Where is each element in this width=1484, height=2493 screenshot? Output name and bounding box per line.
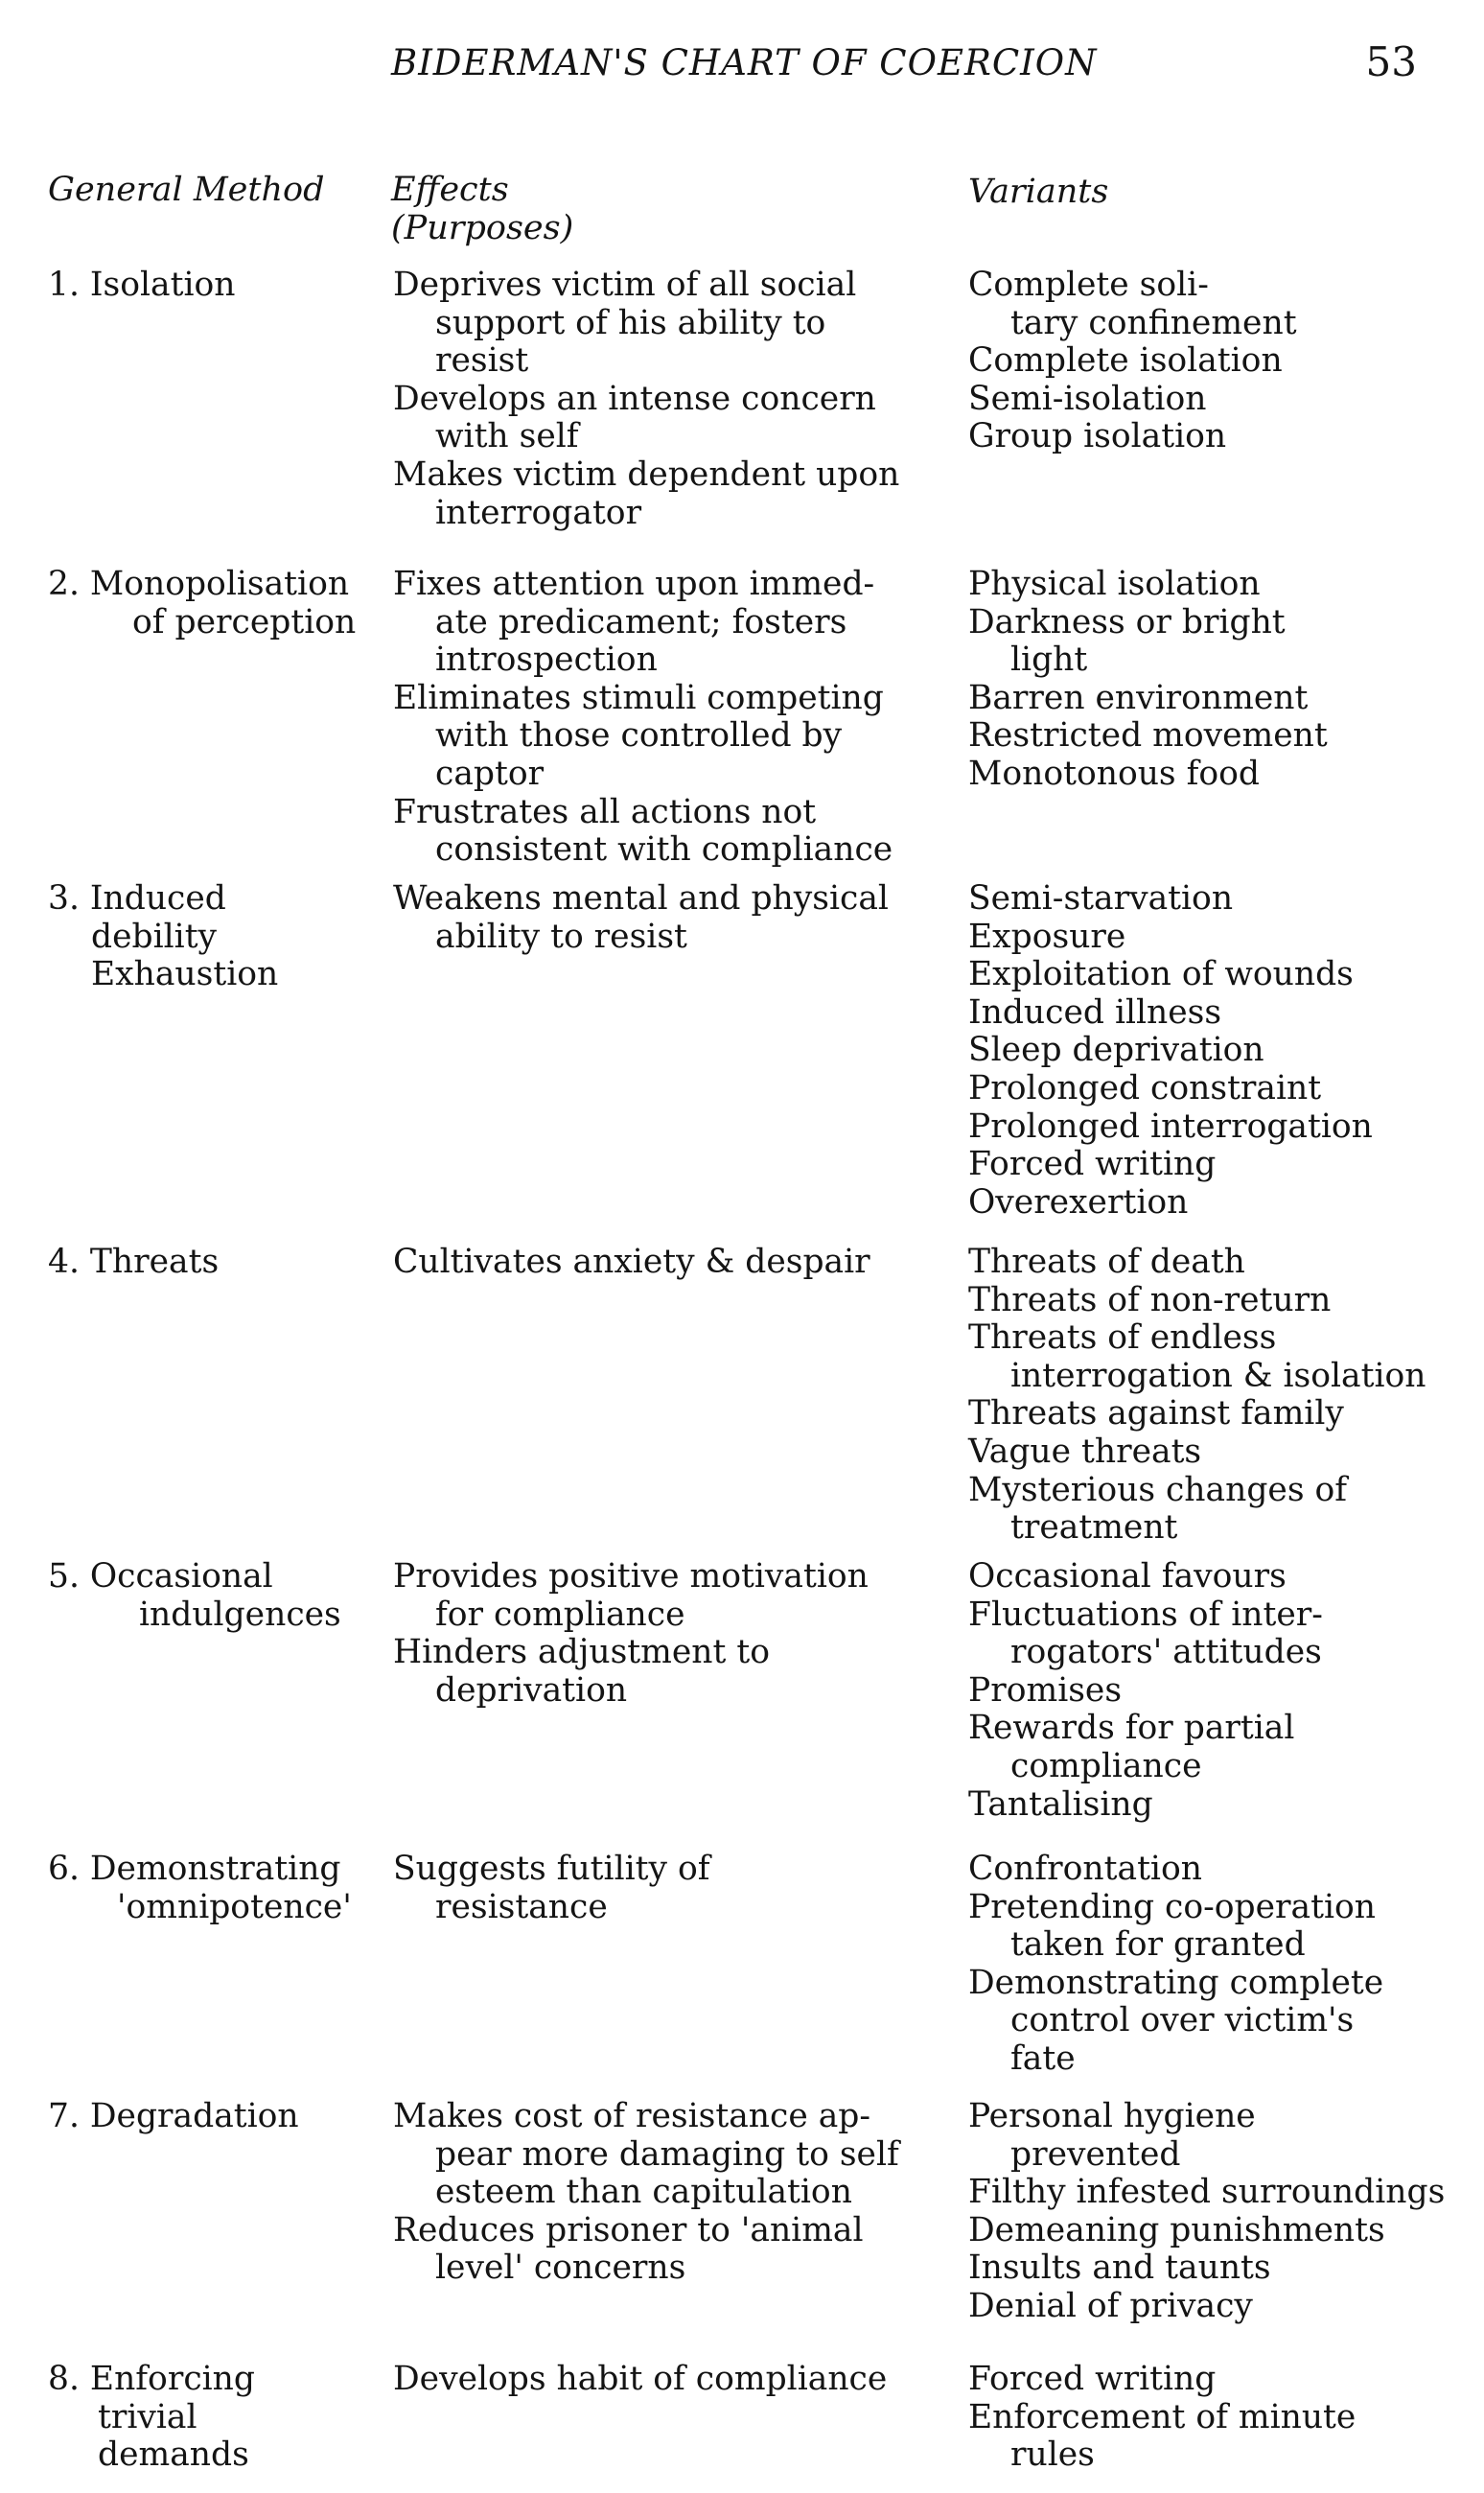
variant-line: Demeaning punishments <box>968 2210 1385 2249</box>
page-number: 53 <box>1365 38 1417 85</box>
effects-line: level' concerns <box>435 2248 686 2288</box>
variant-line: Darkness or bright <box>968 602 1286 641</box>
method-line: trivial <box>98 2397 197 2436</box>
variant-line: Overexertion <box>968 1182 1189 1222</box>
effects-line: resistance <box>435 1887 608 1926</box>
variant-line: Demonstrating complete <box>968 1963 1384 2002</box>
variants-cell <box>968 2361 1356 2475</box>
variant-line: Induced illness <box>968 992 1222 1032</box>
variant-line: Semi-isolation <box>968 379 1207 418</box>
variant-line: Enforcement of minute <box>968 2397 1356 2436</box>
page-header <box>0 38 1484 96</box>
variant-line: taken for granted <box>1010 1925 1306 1965</box>
variant-line: Monotonous food <box>968 754 1260 793</box>
variant-line: Confrontation <box>968 1850 1202 1888</box>
variants-cell <box>968 566 1328 794</box>
effects-line: Develops an intense concern <box>393 379 876 418</box>
method-line: indulgences <box>139 1595 341 1634</box>
variants-cell <box>968 1244 1426 1548</box>
variant-line: Complete soli- <box>968 266 1209 304</box>
effects-line: for compliance <box>435 1595 685 1634</box>
method-line: 2. Monopolisation <box>48 565 350 603</box>
variant-line: Exposure <box>968 917 1126 956</box>
effects-cell <box>393 1244 870 1282</box>
column-header-effects <box>391 171 573 247</box>
variant-line: Barren environment <box>968 678 1309 717</box>
variant-line: Semi-starvation <box>968 879 1234 918</box>
effects-line: Makes cost of resistance ap- <box>393 2097 871 2135</box>
method-cell <box>48 1851 352 1926</box>
method-line: of perception <box>132 602 357 641</box>
effects-cell <box>393 2361 887 2399</box>
variant-line: Threats of death <box>968 1243 1245 1281</box>
method-line: debility <box>91 917 218 956</box>
variant-line: Pretending co-operation <box>968 1887 1376 1926</box>
variant-line: Vague threats <box>968 1432 1202 1471</box>
variant-line: tary confinement <box>1010 303 1297 342</box>
column-header-effects-line1: Effects <box>391 171 509 209</box>
method-line: 5. Occasional <box>48 1557 273 1596</box>
variant-line: Restricted movement <box>968 716 1328 756</box>
method-line: 6. Demonstrating <box>48 1850 341 1888</box>
variant-line: Complete isolation <box>968 341 1283 381</box>
effects-line: support of his ability to <box>435 303 826 342</box>
variant-line: Forced writing <box>968 1145 1217 1184</box>
effects-line: Weakens mental and physical <box>393 879 889 918</box>
variant-line: Fluctuations of inter- <box>968 1595 1323 1634</box>
method-cell <box>48 267 235 305</box>
variant-line: Personal hygiene <box>968 2097 1256 2135</box>
method-cell <box>48 2098 299 2136</box>
method-line: demands <box>98 2435 249 2475</box>
method-cell <box>48 2361 255 2475</box>
method-cell <box>48 566 356 641</box>
method-line: 7. Degradation <box>48 2097 299 2135</box>
variant-line: Group isolation <box>968 417 1227 456</box>
effects-line: Eliminates stimuli competing <box>393 678 884 717</box>
effects-cell <box>393 267 899 532</box>
variants-cell <box>968 1851 1383 2079</box>
variants-cell <box>968 1558 1323 1824</box>
variant-line: Sleep deprivation <box>968 1031 1264 1070</box>
effects-cell <box>393 880 889 956</box>
column-header-effects-line2: (Purposes) <box>391 209 574 247</box>
variant-line: Occasional favours <box>968 1557 1287 1596</box>
variant-line: Threats of endless <box>968 1318 1277 1358</box>
variant-line: Prolonged constraint <box>968 1068 1322 1107</box>
effects-line: interrogator <box>435 493 642 532</box>
effects-line: Suggests futility of <box>393 1850 710 1888</box>
variant-line: compliance <box>1010 1746 1202 1785</box>
variant-line: Prolonged interrogation <box>968 1107 1373 1146</box>
effects-line: with those controlled by <box>435 716 843 756</box>
method-line: 3. Induced <box>48 879 226 918</box>
effects-line: introspection <box>435 641 658 680</box>
effects-line: consistent with compliance <box>435 830 893 870</box>
effects-line: ate predicament; fosters <box>435 602 847 641</box>
effects-line: resist <box>435 341 529 381</box>
effects-line: Deprives victim of all social <box>393 266 857 304</box>
variants-cell <box>968 880 1373 1222</box>
variant-line: fate <box>1010 2039 1076 2078</box>
effects-line: Frustrates all actions not <box>393 792 817 831</box>
column-header-method: General Method <box>48 171 325 209</box>
variants-cell <box>968 267 1297 456</box>
method-line: 'omnipotence' <box>117 1887 352 1926</box>
effects-cell <box>393 1558 869 1710</box>
variant-line: Threats of non-return <box>968 1280 1332 1319</box>
effects-line: Makes victim dependent upon <box>393 454 900 494</box>
method-cell <box>48 1244 219 1282</box>
effects-line: with self <box>435 417 579 456</box>
variant-line: control over victim's <box>1010 2001 1355 2040</box>
method-line: 4. Threats <box>48 1243 220 1281</box>
effects-line: Provides positive motivation <box>393 1557 869 1596</box>
effects-line: Hinders adjustment to <box>393 1633 770 1672</box>
effects-line: deprivation <box>435 1670 628 1710</box>
effects-cell <box>393 566 893 870</box>
variant-line: Insults and taunts <box>968 2248 1271 2288</box>
variant-line: rules <box>1010 2435 1095 2475</box>
effects-line: ability to resist <box>435 917 687 956</box>
variant-line: Denial of privacy <box>968 2286 1253 2325</box>
method-cell <box>48 880 278 994</box>
variant-line: Promises <box>968 1670 1123 1710</box>
variant-line: Rewards for partial <box>968 1709 1295 1748</box>
variant-line: Physical isolation <box>968 565 1261 603</box>
variant-line: treatment <box>1010 1508 1178 1548</box>
variant-line: interrogation & isolation <box>1010 1356 1426 1395</box>
effects-line: Reduces prisoner to 'animal <box>393 2210 864 2249</box>
variants-cell <box>968 2098 1445 2326</box>
effects-line: esteem than capitulation <box>435 2173 852 2212</box>
variant-line: rogators' attitudes <box>1010 1633 1322 1672</box>
variant-line: Tantalising <box>968 1784 1153 1824</box>
effects-line: captor <box>435 754 545 793</box>
column-header-variants: Variants <box>968 173 1109 211</box>
effects-cell <box>393 1851 710 1926</box>
effects-line: pear more damaging to self <box>435 2134 899 2174</box>
method-line: 1. Isolation <box>48 266 236 304</box>
method-cell <box>48 1558 341 1634</box>
variant-line: Mysterious changes of <box>968 1470 1348 1509</box>
variant-line: Forced writing <box>968 2360 1217 2398</box>
method-line: 8. Enforcing <box>48 2360 255 2398</box>
running-title: BIDERMAN'S CHART OF COERCION <box>391 42 1098 83</box>
variant-line: Filthy infested surroundings <box>968 2173 1446 2212</box>
method-line: Exhaustion <box>91 955 279 994</box>
variant-line: Threats against family <box>968 1394 1344 1433</box>
effects-line: Fixes attention upon immed- <box>393 565 875 603</box>
effects-cell <box>393 2098 899 2288</box>
effects-line: Cultivates anxiety & despair <box>393 1243 870 1281</box>
effects-line: Develops habit of compliance <box>393 2360 888 2398</box>
variant-line: Exploitation of wounds <box>968 955 1354 994</box>
variant-line: light <box>1010 641 1088 680</box>
variant-line: prevented <box>1010 2134 1181 2174</box>
